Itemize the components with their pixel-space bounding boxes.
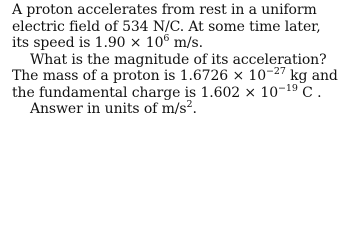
line-6-exponent: −19 xyxy=(278,82,298,94)
line-2-text: electric field of 534 N/C. At some time later, xyxy=(12,18,321,35)
line-3-exponent: 6 xyxy=(163,33,170,44)
line-3-post: m/s. xyxy=(169,35,203,51)
line-5-post: kg and xyxy=(285,68,338,84)
problem-text xyxy=(12,2,342,118)
line-7-exponent: 2 xyxy=(186,99,193,110)
line-5-exponent: −27 xyxy=(266,66,286,77)
line-6-pre: the fundamental charge is 1.602 × 10 xyxy=(12,84,279,101)
line-5-pre: The mass of a proton is 1.6726 × 10 xyxy=(12,68,267,84)
line-4-text: What is the magnitude of its acceleration? xyxy=(30,51,327,68)
problem-line-6 xyxy=(12,82,342,102)
line-6-post: C . xyxy=(297,84,322,101)
problem-line-1 xyxy=(12,2,342,19)
line-1-text: A proton accelerates from rest in a uniform xyxy=(12,2,317,18)
problem-line-7 xyxy=(12,101,342,118)
problem-line-2 xyxy=(12,19,342,36)
problem-line-3 xyxy=(12,35,342,52)
line-3-pre: its speed is 1.90 × 10 xyxy=(12,35,164,51)
line-7-post: . xyxy=(192,101,197,117)
line-7-pre: Answer in units of m/s xyxy=(30,101,187,117)
problem-line-4 xyxy=(12,52,342,69)
